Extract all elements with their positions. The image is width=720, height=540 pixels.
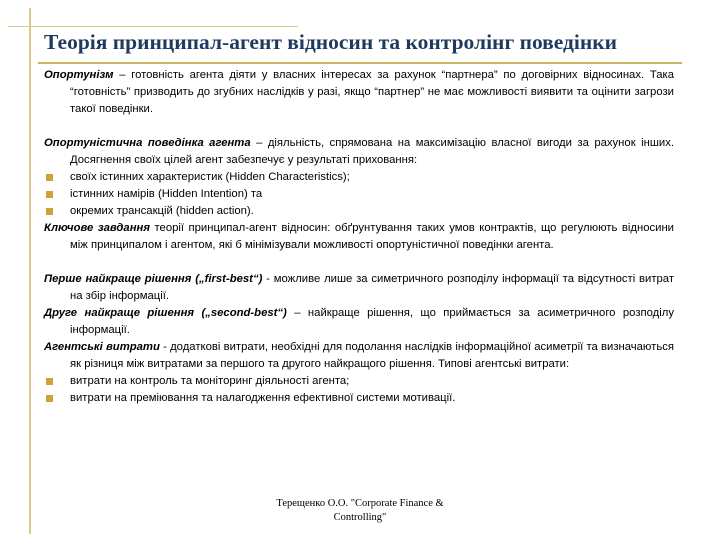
paragraph-opportunistic-behavior [44, 135, 674, 169]
square-bullet-icon [46, 378, 53, 385]
term-opportunism: Опортунізм [44, 69, 114, 81]
square-bullet-icon [46, 395, 53, 402]
term-second-best: Друге найкраще рішення („second-best“) [44, 307, 287, 319]
footer-author-line: Терещенко О.О. "Corporate Finance & [276, 498, 444, 509]
square-bullet-icon [46, 208, 53, 215]
paragraph-first-best [44, 271, 674, 305]
list-item: витрати на контроль та моніторинг діяльності агента; [44, 373, 674, 390]
footer-course-line: Controlling" [333, 512, 387, 523]
slide-title: Теорія принципал-агент відносин та контролінг поведінки [44, 30, 618, 54]
list-item: витрати на преміювання та налагодження ефективної системи мотивації. [44, 390, 674, 407]
square-bullet-icon [46, 174, 53, 181]
term-key-task: Ключове завдання [44, 222, 150, 234]
frame-horizontal-line [8, 26, 298, 27]
slide-body [44, 67, 674, 407]
definition-key-task: теорії принципал-агент відносин: обґрунтування таких умов контрактів, що регулюють відносини між принципалом і агентом, які б мінімізували можливості опортуністичної поведінки агента. [70, 222, 674, 251]
definition-second-best: – найкраще рішення, що приймається за асиметричного розподілу інформації. [70, 307, 674, 336]
term-first-best: Перше найкраще рішення („first-best“) [44, 273, 263, 285]
paragraph-second-best [44, 305, 674, 339]
list-item: істинних намірів (Hidden Intention) та [44, 186, 674, 203]
list-item: своїх істинних характеристик (Hidden Characteristics); [44, 169, 674, 186]
paragraph-opportunism [44, 67, 674, 118]
title-underline [38, 62, 682, 64]
definition-opportunism: – готовність агента діяти у власних інтересах за рахунок “партнера” по договірних відносинах. Така “готовність” призводить до згубних наслідків у разі, якщо “партнер” не має можливості виявити та оцінити загрози такої поведінки. [70, 69, 674, 115]
term-opportunistic-behavior: Опортуністична поведінка агента [44, 137, 251, 149]
frame-vertical-line [29, 8, 31, 534]
slide-footer [236, 497, 484, 525]
paragraph-agency-costs [44, 339, 674, 373]
definition-agency-costs: - додаткові витрати, необхідні для подолання наслідків інформаційної асиметрії та визначаються як різниця між витратами за першого та другого найкращого рішення. Типові агентські витрати: [70, 341, 674, 370]
term-agency-costs: Агентські витрати [44, 341, 160, 353]
list-item: окремих трансакцій (hidden action). [44, 203, 674, 220]
definition-first-best: - можливе лише за симетричного розподілу інформації та відсутності витрат на збір інформації. [70, 273, 675, 302]
definition-opportunistic-behavior: – діяльність, спрямована на максимізацію власної вигоди за рахунок інших. Досягнення своїх цілей агент забезпечує у результаті приховання: [70, 137, 675, 166]
paragraph-key-task [44, 220, 674, 254]
square-bullet-icon [46, 191, 53, 198]
